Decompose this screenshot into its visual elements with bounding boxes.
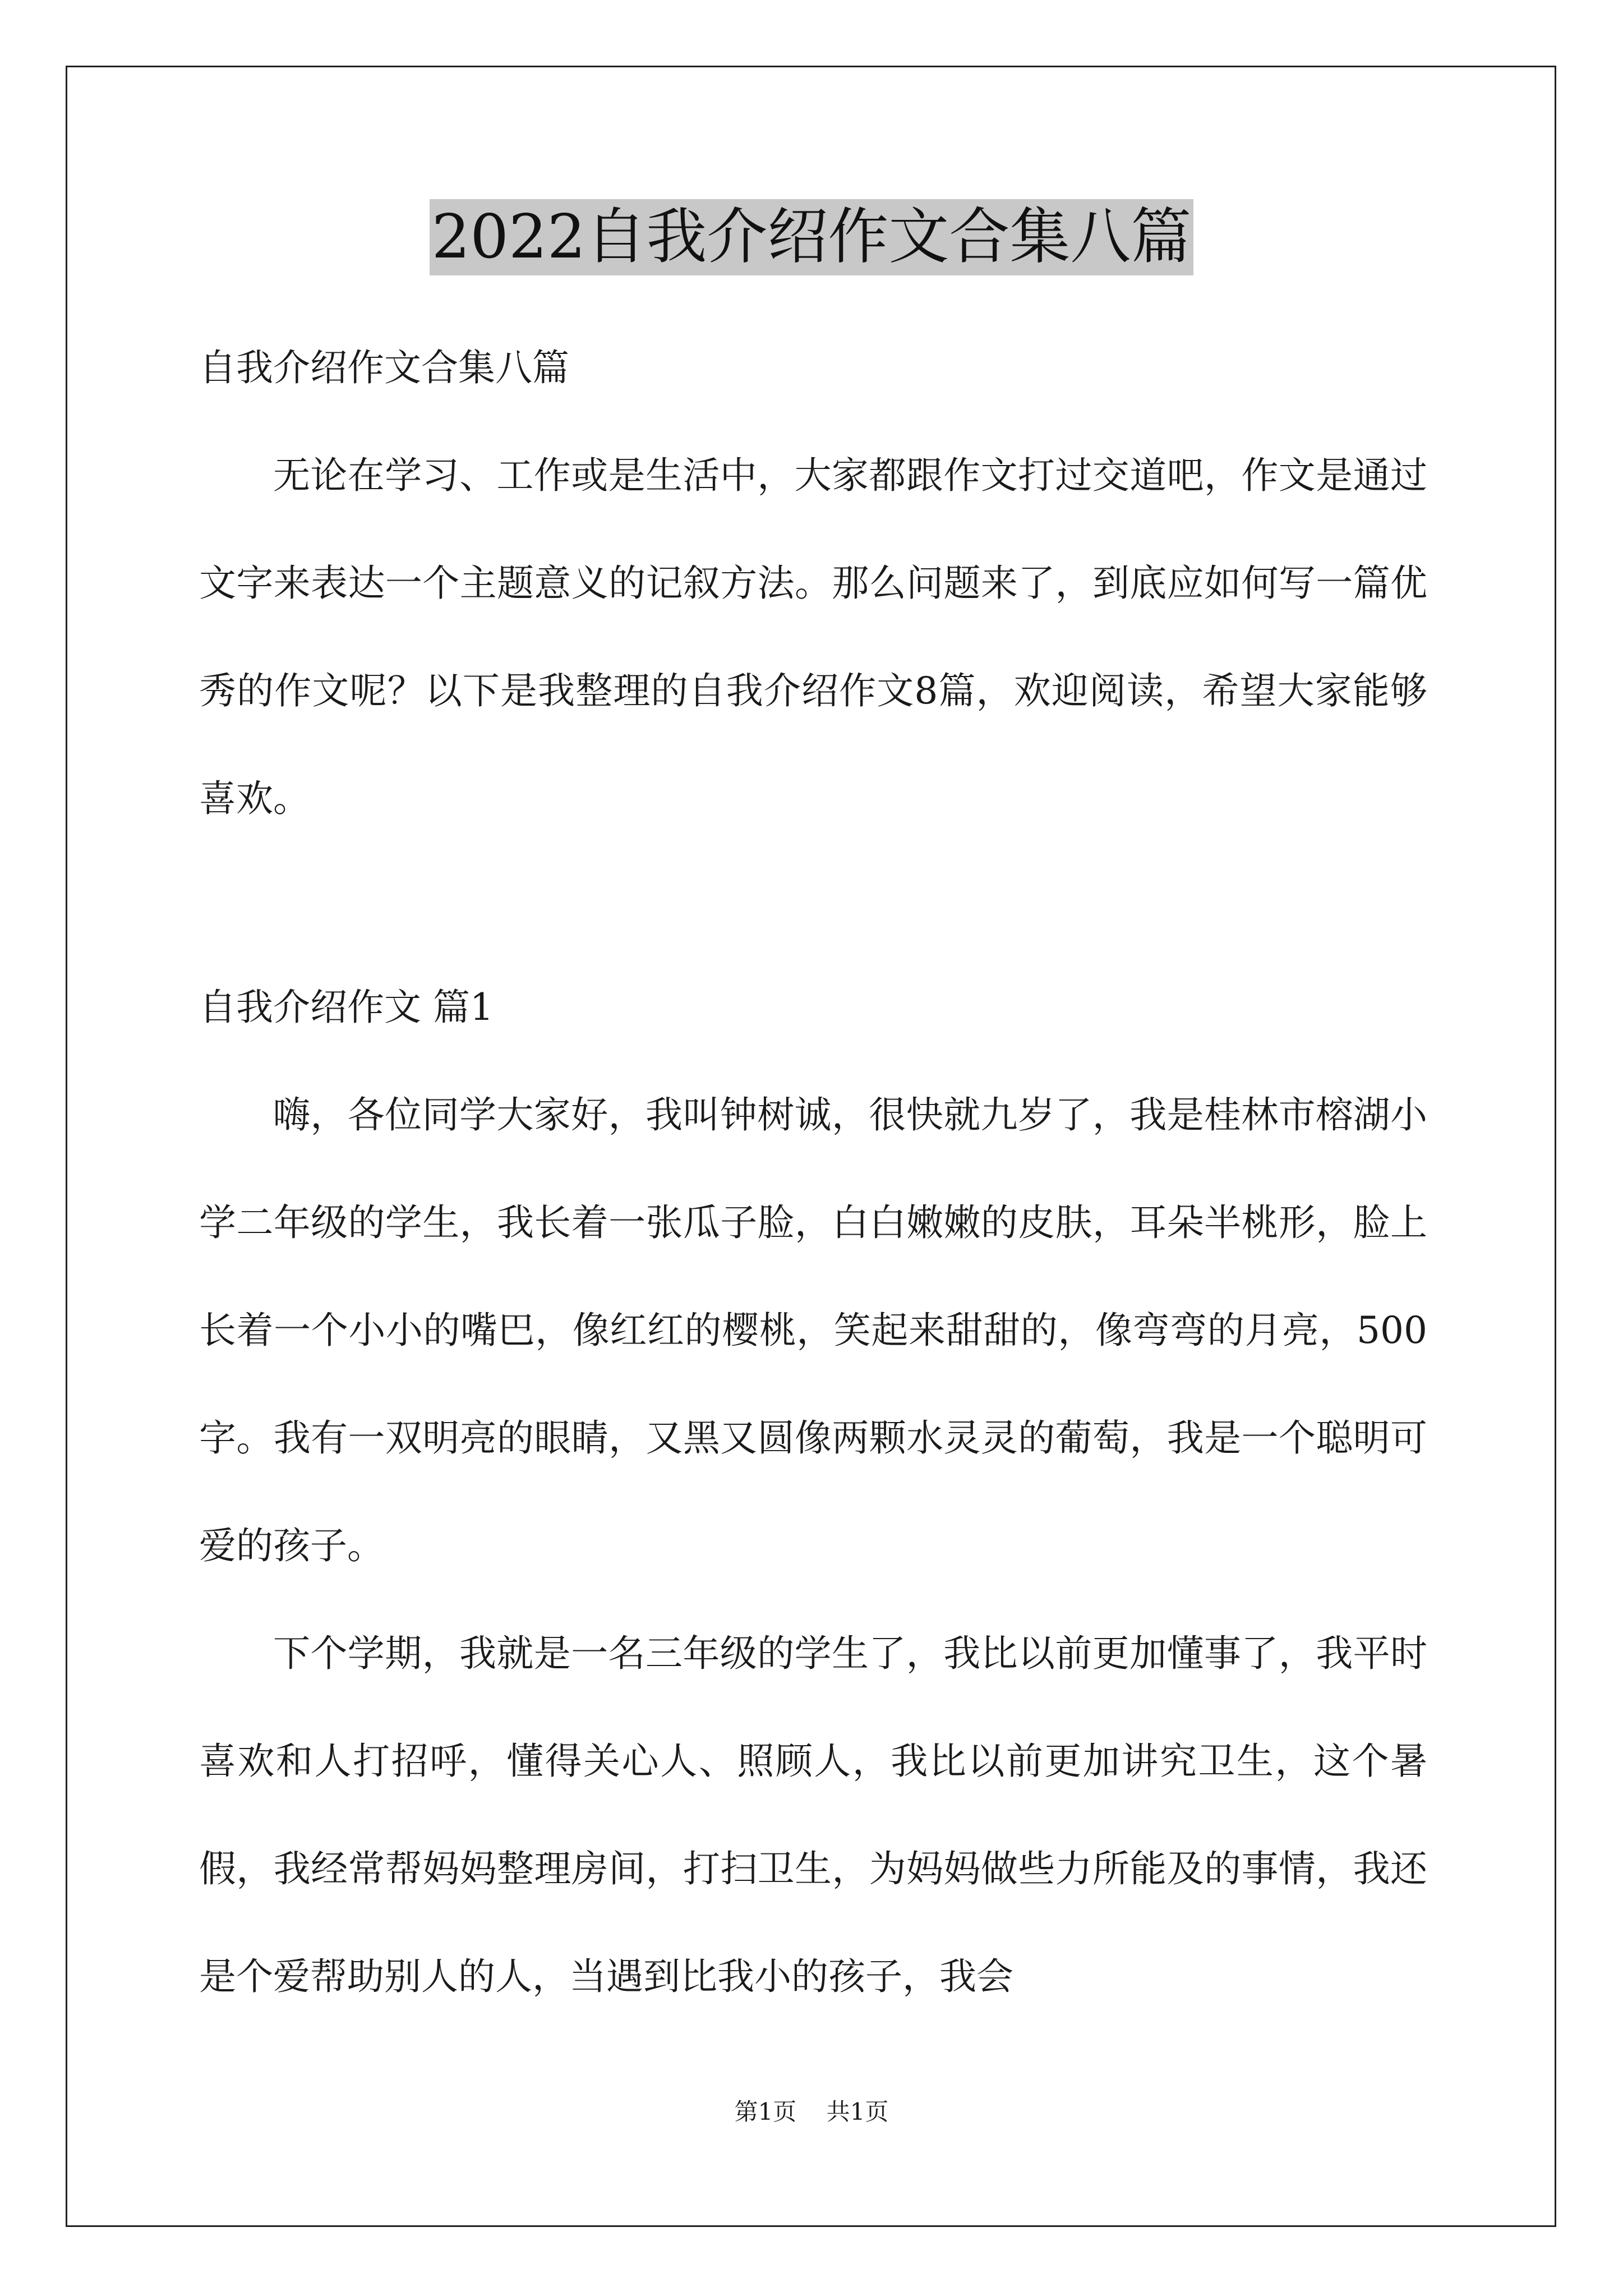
page-footer (0, 2095, 1623, 2129)
section-heading: 自我介绍作文 篇1 (199, 986, 494, 1029)
intro-paragraph: 无论在学习、工作或是生活中，大家都跟作文打过交道吧，作文是通过文字来表达一个主题意义的记叙方法。那么问题来了，到底应如何写一篇优秀的作文呢？以下是我整理的自我介绍作文8篇，欢迎阅读，希望大家能够喜欢。 (199, 454, 1427, 820)
subtitle: 自我介绍作文合集八篇 (199, 346, 569, 389)
title-container (0, 199, 1623, 275)
section-gap (199, 853, 1427, 954)
body-paragraph: 下个学期，我就是一名三年级的学生了，我比以前更加懂事了，我平时喜欢和人打招呼，懂得关心人、照顾人，我比以前更加讲究卫生，这个暑假，我经常帮妈妈整理房间，打扫卫生，为妈妈做些力所能及的事情，我还是个爱帮助别人的人，当遇到比我小的孩子，我会 (199, 1632, 1427, 1998)
document-body (199, 314, 1427, 2031)
page-total: 共1页 (826, 2098, 889, 2125)
document-title: 2022自我介绍作文合集八篇 (430, 199, 1194, 275)
body-paragraph: 嗨，各位同学大家好，我叫钟树诚，很快就九岁了，我是桂林市榕湖小学二年级的学生，我长着一张瓜子脸，白白嫩嫩的皮肤，耳朵半桃形，脸上长着一个小小的嘴巴，像红红的樱桃，笑起来甜甜的，像弯弯的月亮，500字。我有一双明亮的眼睛，又黑又圆像两颗水灵灵的葡萄，我是一个聪明可爱的孩子。 (199, 1093, 1427, 1567)
page-number: 第1页 (734, 2098, 797, 2125)
